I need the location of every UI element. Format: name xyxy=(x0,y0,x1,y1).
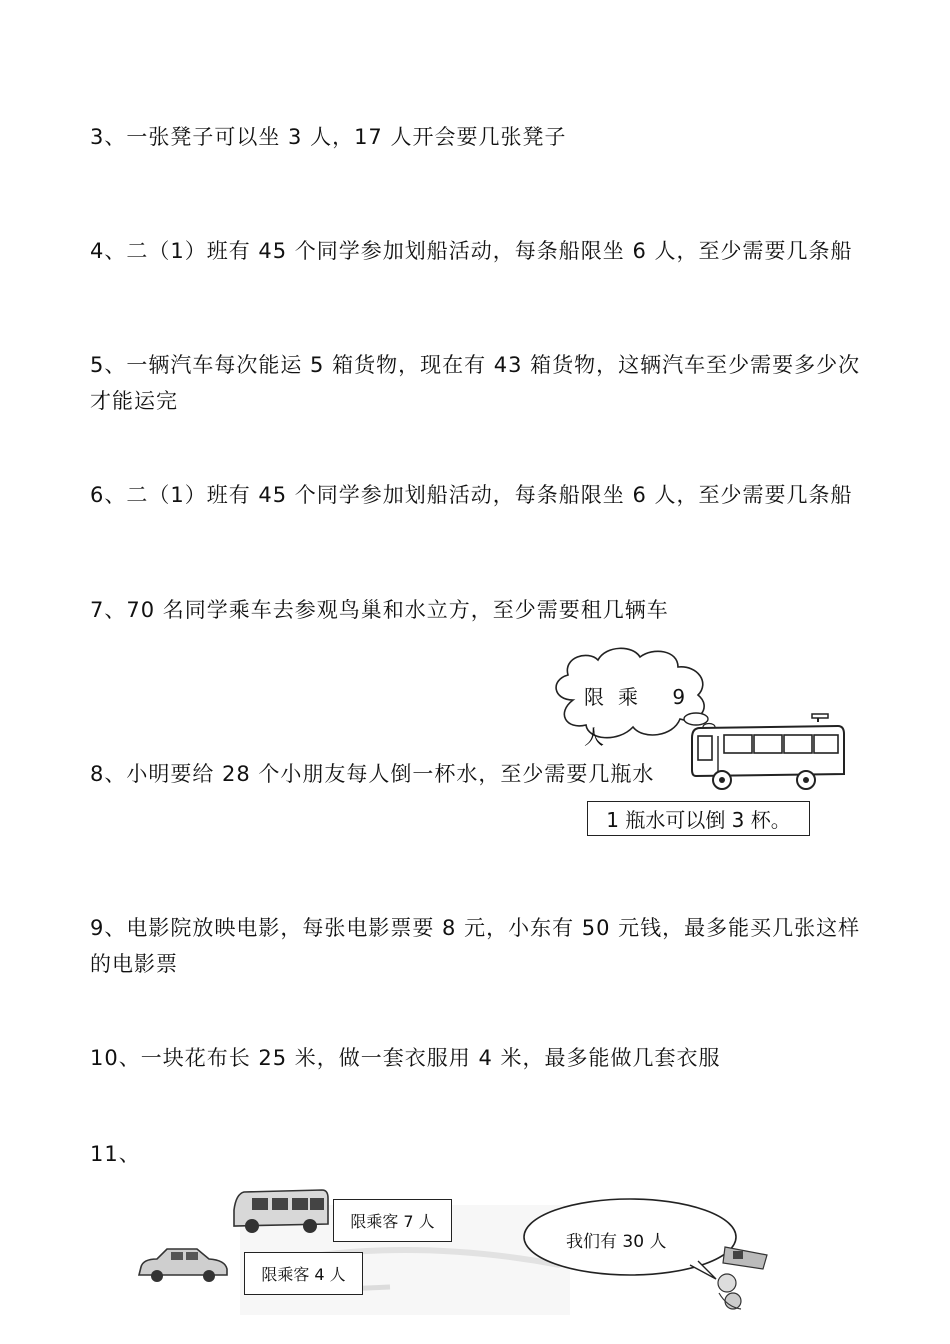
van-icon xyxy=(230,1188,330,1236)
bus-capacity-label: 限乘 9 人 xyxy=(584,685,700,749)
car-icon xyxy=(135,1245,230,1285)
speech-bubble-text: 我们有 30 人 xyxy=(566,1232,667,1252)
bottle-info-box: 1 瓶水可以倒 3 杯。 xyxy=(587,801,810,836)
question-3: 3、一张凳子可以坐 3 人，17 人开会要几张凳子 xyxy=(90,125,567,149)
question-9: 9、电影院放映电影，每张电影票要 8 元，小东有 50 元钱，最多能买几张这样的电影票 xyxy=(90,916,861,976)
question-6: 6、二（1）班有 45 个同学参加划船活动，每条船限坐 6 人，至少需要几条船 xyxy=(90,483,853,507)
bus-icon xyxy=(688,714,848,794)
question-10: 10、一块花布长 25 米，做一套衣服用 4 米，最多能做几套衣服 xyxy=(90,1046,721,1070)
question-11: 11、 xyxy=(90,1142,141,1166)
question-4: 4、二（1）班有 45 个同学参加划船活动，每条船限坐 6 人，至少需要几条船 xyxy=(90,239,853,263)
car-capacity-box: 限乘客 4 人 xyxy=(244,1252,363,1295)
kids-icon xyxy=(705,1235,775,1315)
question-5: 5、一辆汽车每次能运 5 箱货物，现在有 43 箱货物，这辆汽车至少需要多少次才能运完 xyxy=(90,353,861,413)
question-8: 8、小明要给 28 个小朋友每人倒一杯水，至少需要几瓶水 xyxy=(90,762,655,786)
van-capacity-box: 限乘客 7 人 xyxy=(333,1199,452,1242)
question-7: 7、70 名同学乘车去参观鸟巢和水立方，至少需要租几辆车 xyxy=(90,598,669,622)
